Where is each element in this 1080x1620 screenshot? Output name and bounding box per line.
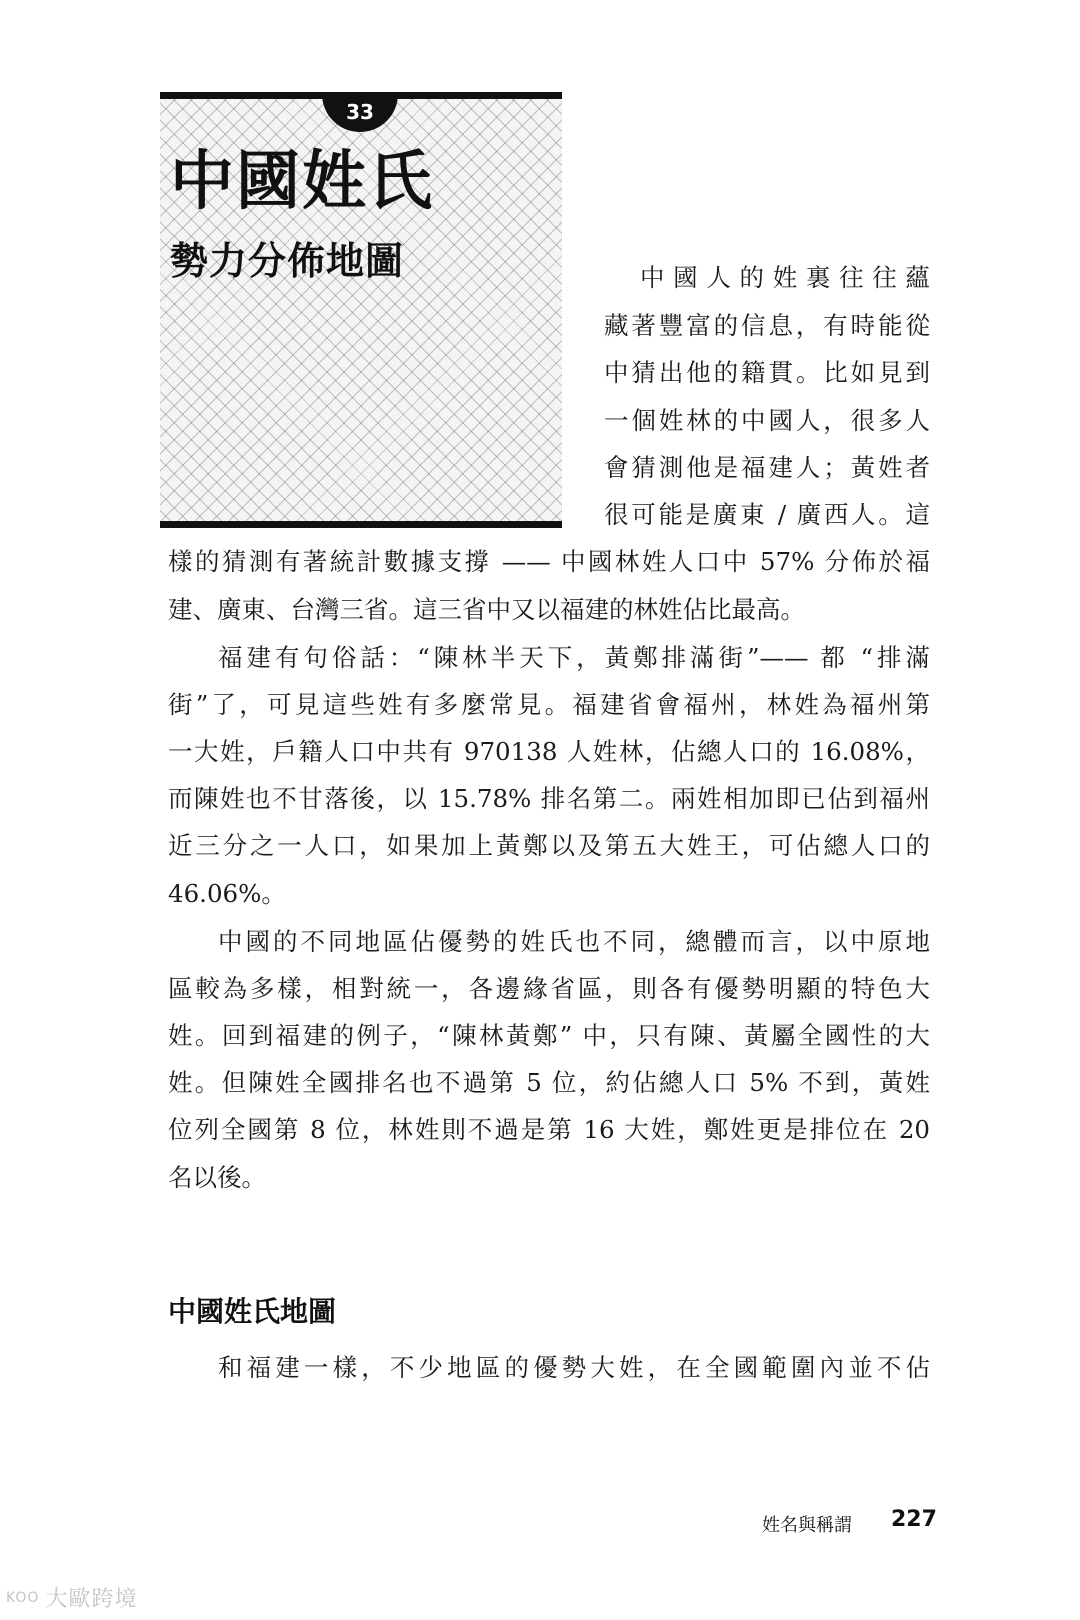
chapter-number-badge: 33 — [322, 92, 398, 132]
chapter-title: 中國姓氏 — [170, 145, 434, 219]
section-heading: 中國姓氏地圖 — [168, 1295, 337, 1328]
page-number: 227 — [891, 1507, 937, 1532]
body-line: 姓。但陳姓全國排名也不過第 5 位，約佔總人口 5% 不到，黃姓 — [168, 1068, 930, 1097]
body-line: 中猜出他的籍貫。比如見到 — [604, 358, 930, 387]
watermark-text: 大歐跨境 — [45, 1587, 138, 1612]
body-line: 會猜測他是福建人；黃姓者 — [604, 453, 930, 482]
body-line: 一大姓，戶籍人口中共有 970138 人姓林，佔總人口的 16.08%， — [168, 737, 930, 766]
body-line: 姓。回到福建的例子，“陳林黃鄭” 中，只有陳、黃屬全國性的大 — [168, 1021, 930, 1050]
body-line: 位列全國第 8 位，林姓則不過是第 16 大姓，鄭姓更是排位在 20 — [168, 1115, 930, 1144]
body-line: 中國人的姓裏往往蘊 — [640, 263, 930, 292]
body-line: 很可能是廣東 / 廣西人。這 — [604, 500, 930, 529]
body-line: 而陳姓也不甘落後，以 15.78% 排名第二。兩姓相加即已佔到福州 — [168, 784, 930, 813]
body-line: 46.06%。 — [168, 879, 286, 908]
watermark-logo-icon: KOO — [6, 1590, 40, 1606]
body-line: 街”了，可見這些姓有多麼常見。福建省會福州，林姓為福州第 — [168, 690, 930, 719]
body-line: 藏著豐富的信息，有時能從 — [604, 311, 930, 340]
chapter-header-bottom-bar — [160, 521, 562, 528]
body-line: 名以後。 — [168, 1163, 266, 1192]
chapter-subtitle: 勢力分佈地圖 — [170, 239, 405, 283]
body-line: 建、廣東、台灣三省。這三省中又以福建的林姓佔比最高。 — [168, 595, 805, 624]
body-line: 福建有句俗話：“陳林半天下，黃鄭排滿街”—— 都 “排滿 — [218, 643, 930, 672]
body-line: 樣的猜測有著統計數據支撐 —— 中國林姓人口中 57% 分佈於福 — [168, 547, 930, 576]
body-line: 和福建一樣，不少地區的優勢大姓，在全國範圍內並不佔 — [218, 1353, 930, 1382]
watermark — [6, 1582, 137, 1613]
body-line: 區較為多樣，相對統一，各邊緣省區，則各有優勢明顯的特色大 — [168, 974, 930, 1003]
body-line: 中國的不同地區佔優勢的姓氏也不同，總體而言，以中原地 — [218, 927, 930, 956]
running-footer-title: 姓名與稱謂 — [762, 1515, 852, 1536]
body-line: 近三分之一人口，如果加上黃鄭以及第五大姓王，可佔總人口的 — [168, 831, 930, 860]
body-line: 一個姓林的中國人，很多人 — [604, 406, 930, 435]
